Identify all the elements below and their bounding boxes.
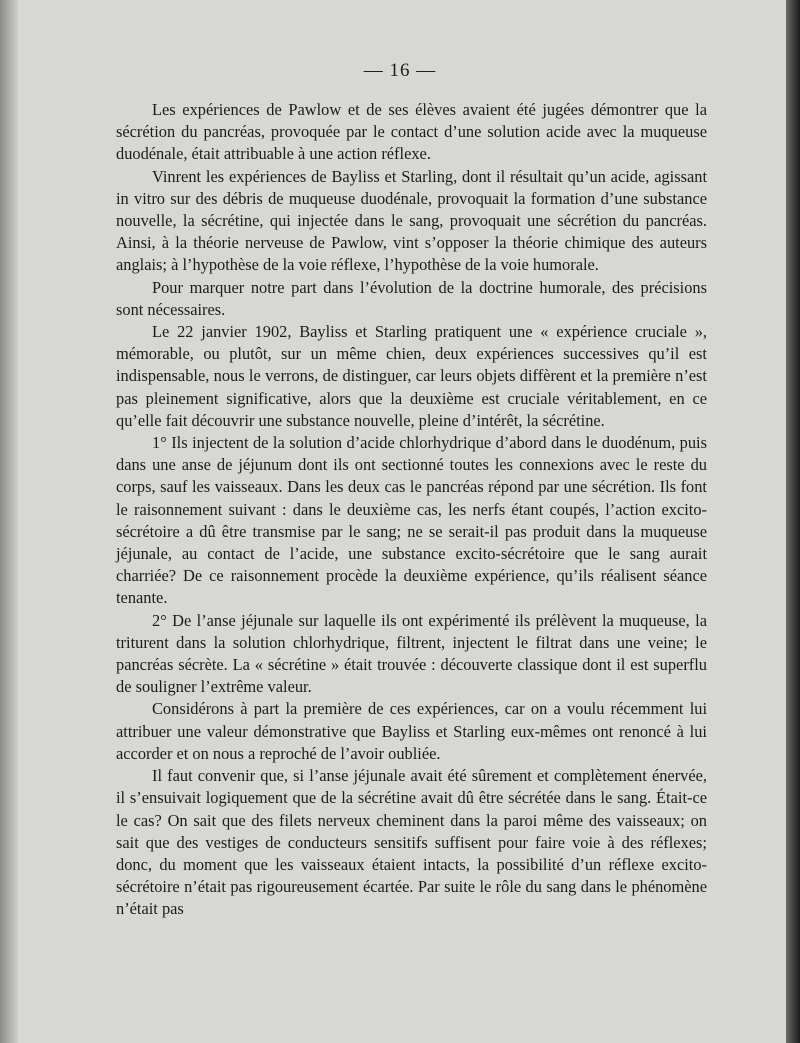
paragraph: Considérons à part la première de ces expériences, car on a voulu récemment lui attribuer une valeur démonstrative que Bayliss et Starling eux-mêmes ont renoncé à lui accorder et on nous a reproché de l’avoir oubliée. xyxy=(116,699,707,763)
paragraph: 2° De l’anse jéjunale sur laquelle ils ont expérimenté ils prélèvent la muqueuse, la triturent dans la solution chlorhydrique, filtrent, injectent le filtrat dans une veine; le pancréas sécrète. La « sécrétine » était trouvée : découverte classique dont il est superflu de souligner l’extrême valeur. xyxy=(116,610,707,697)
paragraph: 1° Ils injectent de la solution d’acide chlorhydrique d’abord dans le duodénum, puis dans une anse de jéjunum dont ils ont sectionné toutes les connexions avec le reste du corps, sauf les vaisseaux. Dans les deux cas le pancréas répond par une sécrétion. Ils font le raisonnement suivant : dans le deuxième cas, les nerfs étant coupés, l’action excito-sécrétoire a dû être transmise par le sang; ne se serait-il pas produit dans la muqueuse jéjunale, au contact de l’acide, une substance excito-sécrétoire que le sang aurait charriée? De ce raisonnement procède la deuxième expérience, qu’ils réalisent séance tenante. xyxy=(116,433,707,608)
body-text xyxy=(116,99,707,921)
page-number: — 16 — xyxy=(363,60,437,81)
paragraph: Le 22 janvier 1902, Bayliss et Starling pratiquent une « expérience cruciale », mémorable, ou plutôt, sur un même chien, deux expériences successives qu’il est indispensable, nous le verrons, de distinguer, car leurs objets diffèrent et la première n’est pas pleinement significative, alors que la deuxième est cruciale véritablement, en ce qu’elle fait découvrir une substance nouvelle, pleine d’intérêt, la sécrétine. xyxy=(116,322,707,430)
paragraph: Il faut convenir que, si l’anse jéjunale avait été sûrement et complètement énervée, il s’ensuivait logiquement que de la sécrétine avait dû être sécrétée dans le sang. Était-ce le cas? On sait que des filets nerveux cheminent dans la paroi même des vaisseaux; on sait que des vestiges de conducteurs sensitifs suffisent pour faire voie à des réflexes; donc, du moment que les vaisseaux étaient intacts, la possibilité d’un réflexe excito-sécrétoire n’était pas rigoureusement écartée. Par suite le rôle du sang dans le phénomène n’était pas xyxy=(116,766,707,919)
paragraph: Les expériences de Pawlow et de ses élèves avaient été jugées démontrer que la sécrétion du pancréas, provoquée par le contact d’une solution acide avec la muqueuse duodénale, était attribuable à une action réflexe. xyxy=(116,100,707,164)
paragraph: Pour marquer notre part dans l’évolution de la doctrine humorale, des précisions sont nécessaires. xyxy=(116,277,707,319)
paragraph: Vinrent les expériences de Bayliss et Starling, dont il résultait qu’un acide, agissant in vitro sur des débris de muqueuse duodénale, provoquait la formation d’une substance nouvelle, la sécrétine, qui injectée dans le sang, provoquait une sécrétion du pancréas. Ainsi, à la théorie nerveuse de Pawlow, vint s’opposer la théorie chimique des auteurs anglais; à l’hypothèse de la voie réflexe, l’hypothèse de la voie humorale. xyxy=(116,166,707,275)
